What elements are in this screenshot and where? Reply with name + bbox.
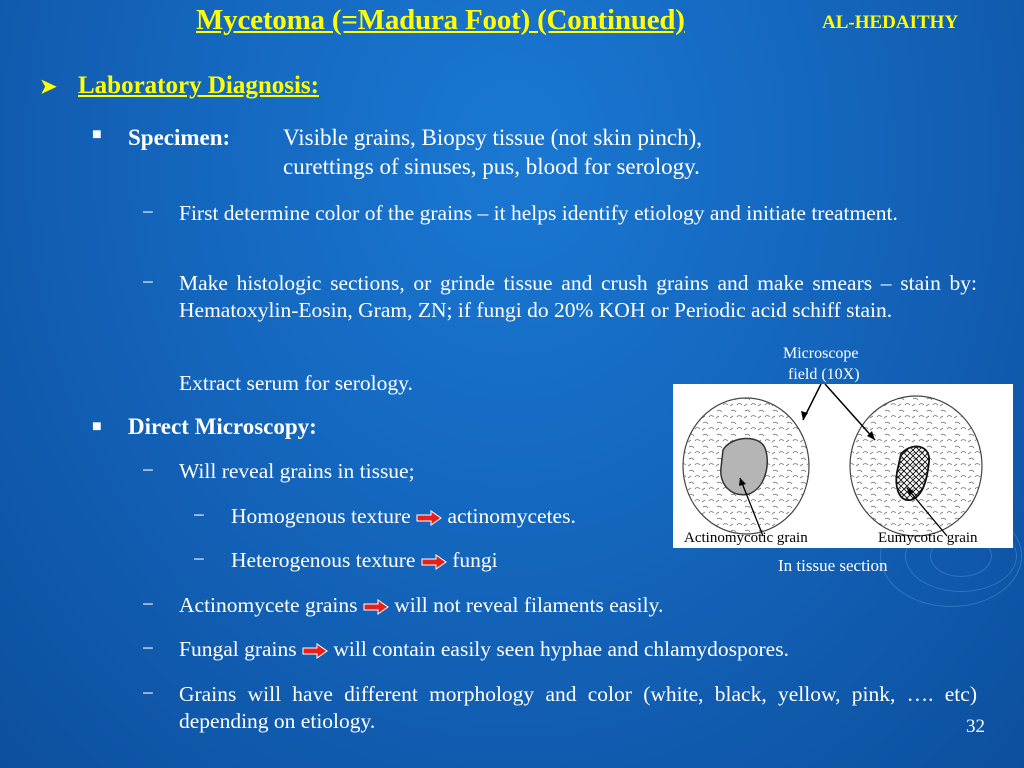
- heterogenous-point: Heterogenous texture fungi: [231, 548, 498, 572]
- dash-bullet-icon: −: [142, 681, 154, 705]
- specimen-line-2: curettings of sinuses, pus, blood for serology.: [283, 154, 700, 179]
- microscope-drawing: [673, 384, 1013, 548]
- actinomycotic-grain-label: Actinomycotic grain: [684, 530, 808, 546]
- figure-caption-top-1: Microscope: [783, 345, 859, 362]
- dash-bullet-icon: −: [142, 636, 154, 660]
- figure-caption-top-2: field (10X): [788, 366, 860, 383]
- histology-point: Make histologic sections, or grinde tissue and crush grains and make smears – stain by: Hematoxylin-Eosin, Gram, ZN; if fungi do 20% KOH or Periodic acid schiff stain.: [179, 271, 977, 322]
- figure-caption-bottom: In tissue section: [778, 556, 888, 575]
- actinomycotic-field-icon: [683, 398, 809, 534]
- specimen-label: Specimen:: [128, 125, 231, 150]
- grain-morphology-point: Grains will have different morphology and color (white, black, yellow, pink, …. etc) depending on etiology.: [179, 682, 977, 733]
- dash-bullet-icon: −: [142, 200, 154, 224]
- right-arrow-icon: [302, 643, 328, 659]
- slide-title: Mycetoma (=Madura Foot) (Continued): [196, 4, 685, 36]
- square-bullet-icon: ■: [92, 418, 102, 435]
- eumycotic-field-icon: [850, 396, 982, 536]
- homogenous-point: Homogenous texture actinomycetes.: [231, 504, 576, 528]
- fungal-grains-point: Fungal grains will contain easily seen hyphae and chlamydospores.: [179, 637, 789, 661]
- arrow-bullet-icon: ➤: [40, 76, 57, 98]
- dash-bullet-icon: −: [142, 458, 154, 482]
- eumycotic-grain-label: Eumycotic grain: [878, 530, 978, 546]
- square-bullet-icon: ■: [92, 126, 102, 143]
- dash-bullet-icon: −: [142, 270, 154, 294]
- right-arrow-icon: [421, 554, 447, 570]
- direct-microscopy-label: Direct Microscopy:: [128, 414, 317, 439]
- dash-bullet-icon: −: [193, 547, 205, 571]
- actinomycete-grains-point: Actinomycete grains will not reveal filaments easily.: [179, 593, 664, 617]
- serum-point: Extract serum for serology.: [179, 371, 413, 395]
- right-arrow-icon: [363, 599, 389, 615]
- dash-bullet-icon: −: [142, 592, 154, 616]
- page-number: 32: [966, 716, 985, 737]
- right-arrow-icon: [416, 510, 442, 526]
- author-name: AL-HEDAITHY: [822, 12, 959, 33]
- microscope-field-figure: [673, 384, 1013, 548]
- reveal-grains-point: Will reveal grains in tissue;: [179, 459, 415, 483]
- grain-color-point: First determine color of the grains – it helps identify etiology and initiate treatment.: [179, 201, 898, 225]
- dash-bullet-icon: −: [193, 503, 205, 527]
- specimen-line-1: Visible grains, Biopsy tissue (not skin pinch),: [283, 125, 702, 150]
